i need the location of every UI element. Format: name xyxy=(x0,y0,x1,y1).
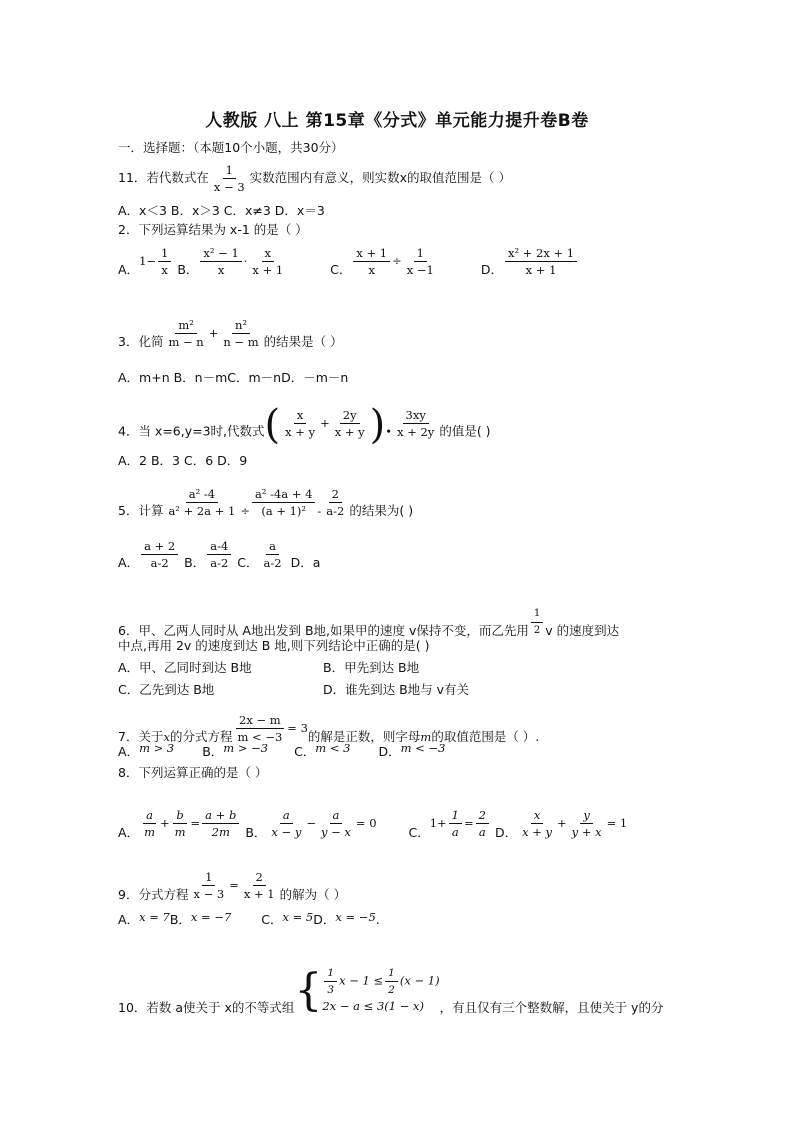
q6-option-d: D．谁先到达 B地与 v有关 xyxy=(323,682,470,697)
option-d-value: x = −5 xyxy=(335,910,376,924)
q10-text-pre: 10．若数 a使关于 x的不等式组 xyxy=(118,1000,295,1015)
denominator: x + 2y xyxy=(397,424,435,439)
left-brace: { xyxy=(294,964,323,1016)
denominator: a-2 xyxy=(326,504,345,518)
option-b-label: B． xyxy=(245,825,267,840)
q9-fraction-2 xyxy=(241,870,278,901)
numerator: x xyxy=(262,246,275,262)
denominator: x −1 xyxy=(406,263,434,277)
option-c-label: C． xyxy=(237,555,259,570)
q2-options xyxy=(118,246,579,286)
right-paren: ) xyxy=(369,402,386,448)
inequality-row-2: 2x − a ≤ 3(1 − x) xyxy=(322,999,425,1013)
denominator: x + y xyxy=(285,424,316,439)
q8-options xyxy=(118,808,628,849)
q3-fraction-2 xyxy=(220,318,261,349)
denominator: y − x xyxy=(320,825,351,839)
q9-text-post: 的解为（ ） xyxy=(279,887,347,902)
denominator: x xyxy=(161,263,168,277)
q7-text-post-2: 的取值范围是（ ）. xyxy=(431,729,540,744)
option-d-label: D． xyxy=(378,744,401,759)
option-c-fraction-2 xyxy=(404,246,437,277)
option-b-fraction-2 xyxy=(318,808,354,839)
denominator: 2 xyxy=(388,984,395,996)
variable-x: x xyxy=(163,730,170,744)
q3-text-pre: 3．化简 xyxy=(118,334,164,349)
q7-options xyxy=(118,741,446,760)
denominator: x − 3 xyxy=(213,180,245,194)
numerator: 1 xyxy=(449,808,462,824)
operator: + xyxy=(557,816,567,830)
q6-option-b: B．甲先到达 B地 xyxy=(323,660,420,675)
numerator: 2 xyxy=(329,487,342,503)
q6-text-post: v 的速度到达 xyxy=(545,623,620,638)
denominator: a xyxy=(478,825,486,839)
numerator: a + 2 xyxy=(141,539,178,555)
option-d-label: D． xyxy=(313,912,336,927)
denominator: x − y xyxy=(271,825,302,839)
q6-text-pre: 6．甲、乙两人同时从 A地出发到 B地,如果甲的速度 v保持不变，而乙先用 xyxy=(118,623,529,638)
option-c-label: C． xyxy=(408,825,430,840)
q4-options: A．2 B．3 C．6 D．9 xyxy=(118,453,248,468)
denominator: a² + 2a + 1 xyxy=(168,504,236,518)
option-b-fraction-1 xyxy=(268,808,304,839)
operator: + xyxy=(208,326,219,340)
denominator: m xyxy=(174,825,186,839)
numerator: a xyxy=(280,808,293,824)
option-b-fraction xyxy=(207,539,231,570)
option-c-label: C． xyxy=(330,262,352,277)
q7-text-pre: 7．关于 xyxy=(118,729,164,744)
question-1 xyxy=(118,163,511,194)
option-d-label: D． xyxy=(494,825,518,840)
option-a-fraction xyxy=(141,539,178,570)
q4-text-pre: 4．当 x=6,y=3时,代数式 xyxy=(118,423,265,439)
numerator: 1 xyxy=(158,246,171,262)
numerator: a-4 xyxy=(207,539,231,555)
numerator: 1 xyxy=(324,966,337,982)
numerator: x xyxy=(531,808,544,824)
operator: • xyxy=(385,424,393,439)
option-a-fraction-2 xyxy=(172,808,189,839)
denominator: y + x xyxy=(571,825,602,839)
equals: = 1 xyxy=(606,816,628,830)
question-9 xyxy=(118,870,347,911)
q1-options: A．x＜3 B．x＞3 C．x≠3 D．x＝3 xyxy=(118,203,325,218)
operator: ÷ xyxy=(392,254,402,268)
option-a-value: x = 7 xyxy=(139,910,170,924)
q6-option-a: A．甲、乙同时到达 B地 xyxy=(118,660,252,675)
option-b-label: B． xyxy=(202,744,224,759)
numerator: b xyxy=(173,808,186,824)
q7-fraction xyxy=(234,713,285,744)
q4-fraction-3 xyxy=(394,408,437,439)
denominator: x + 1 xyxy=(243,887,275,901)
numerator: x² + 2x + 1 xyxy=(505,246,577,262)
denominator: 2m xyxy=(211,825,230,839)
numerator: 3xy xyxy=(403,408,429,424)
denominator: 3 xyxy=(327,984,335,996)
period: . xyxy=(375,912,380,927)
numerator: 2y xyxy=(340,408,360,424)
numerator: a xyxy=(143,808,156,824)
denominator: x xyxy=(217,263,225,277)
q6-fraction xyxy=(531,607,543,638)
q9-text-pre: 9．分式方程 xyxy=(118,887,189,902)
numerator: x xyxy=(294,408,307,424)
q4-fraction-2 xyxy=(332,408,368,439)
q3-text-post: 的结果是（ ） xyxy=(263,334,343,349)
option-b-label: B． xyxy=(177,262,199,277)
equals: = xyxy=(190,816,201,830)
numerator: a² -4 xyxy=(186,487,218,503)
q4-text-post: 的值是( ) xyxy=(439,423,491,439)
question-4 xyxy=(118,402,491,452)
numerator: y xyxy=(580,808,593,824)
numerator: 1 xyxy=(202,870,215,886)
numerator: 2x − m xyxy=(236,713,284,729)
question-5 xyxy=(118,487,414,527)
equals: = xyxy=(464,816,474,830)
option-b-value: x = −7 xyxy=(190,910,232,924)
q5-fraction-1 xyxy=(165,487,238,518)
equals: = 3 xyxy=(287,721,308,735)
option-a-label: A． xyxy=(118,825,140,840)
left-paren: ( xyxy=(264,402,281,448)
denominator: x + 1 xyxy=(525,263,557,277)
denominator: a xyxy=(451,825,459,839)
numerator: 1 xyxy=(385,966,398,982)
denominator: m xyxy=(144,825,155,839)
denominator: n − m xyxy=(223,335,259,349)
denominator: x − 3 xyxy=(193,887,225,901)
q6-option-c: C．乙先到达 B地 xyxy=(118,682,215,697)
q5-fraction-3 xyxy=(323,487,347,518)
option-b-label: B． xyxy=(184,555,206,570)
operator: - xyxy=(317,504,322,518)
q9-fraction-1 xyxy=(190,870,227,901)
inequality-mid: x − 1 ≤ xyxy=(339,973,384,988)
option-d-label: D． xyxy=(480,262,503,277)
option-d-fraction-2 xyxy=(569,808,605,839)
question-8-stem: 8．下列运算正确的是（ ） xyxy=(118,765,268,780)
numerator: 1 xyxy=(223,163,236,179)
inequality-end: (x − 1) xyxy=(399,973,440,988)
option-a-label: A． xyxy=(118,744,140,759)
equals: = xyxy=(229,878,239,892)
q7-text-post-1: 的解是正数，则字母 xyxy=(307,729,421,744)
denominator: m − n xyxy=(168,335,204,349)
numerator: a + b xyxy=(202,808,239,824)
denominator: a-2 xyxy=(263,556,282,570)
denominator: x + 1 xyxy=(252,263,284,277)
numerator: 1 xyxy=(531,607,543,623)
equals: = 0 xyxy=(355,816,377,830)
option-c-label: C． xyxy=(261,912,283,927)
operator: + xyxy=(159,816,170,830)
numerator: a xyxy=(330,808,343,824)
option-b-value: m > −3 xyxy=(223,741,269,755)
q5-fraction-2 xyxy=(252,487,315,518)
denominator: x + y xyxy=(334,424,365,439)
option-b-label: B． xyxy=(169,912,191,927)
option-c-fraction-2 xyxy=(476,808,489,839)
numerator: a xyxy=(266,539,279,555)
option-a-fraction-1 xyxy=(141,808,158,839)
option-c-fraction-1 xyxy=(353,246,390,277)
operator: + xyxy=(320,415,330,430)
denominator: a-2 xyxy=(150,556,169,570)
option-a-label: A． xyxy=(118,555,140,570)
option-d-fraction-1 xyxy=(519,808,555,839)
q1-text-post: 实数范围内有意义，则实数x的取值范围是（ ） xyxy=(249,170,512,185)
numerator: a² -4a + 4 xyxy=(252,487,315,503)
q1-text-pre: 11．若代数式在 xyxy=(118,170,209,185)
question-3 xyxy=(118,318,343,358)
option-a-value: m > 3 xyxy=(139,741,175,755)
fraction xyxy=(324,966,337,997)
fraction xyxy=(385,966,398,997)
operator: − xyxy=(306,816,316,830)
question-2-stem: 2．下列运算结果为 x-1 的是（ ） xyxy=(118,222,308,237)
option-a-fraction xyxy=(158,246,171,277)
option-c-label: C． xyxy=(294,744,316,759)
option-b-fraction-1 xyxy=(200,246,241,277)
option-c-fraction xyxy=(261,539,285,570)
option-a-label: A． xyxy=(118,912,140,927)
numerator: 2 xyxy=(253,870,266,886)
numerator: 2 xyxy=(476,808,489,824)
denominator: a-2 xyxy=(210,556,229,570)
q5-options xyxy=(118,539,321,579)
q5-text-post: 的结果为( ) xyxy=(349,503,414,518)
option-d-value: m < −3 xyxy=(400,741,446,755)
question-6-line-2: 中点,再用 2v 的速度到达 B 地,则下列结论中正确的是( ) xyxy=(118,638,430,653)
option-c-fraction-1 xyxy=(449,808,462,839)
denominator: x xyxy=(368,263,375,277)
page-title: 人教版 八上 第15章《分式》单元能力提升卷B卷 xyxy=(205,111,589,131)
numerator: 1 xyxy=(414,246,427,262)
option-c-value: x = 5 xyxy=(282,910,314,924)
denominator: (a + 1)² xyxy=(261,504,307,518)
inequality-row-1 xyxy=(322,966,439,997)
section-heading: 一．选择题：（本题10个小题，共30分） xyxy=(118,140,344,155)
q10-text-post: ，有且仅有三个整数解，且使关于 y的分 xyxy=(439,1000,664,1015)
q7-text-mid: 的分式方程 xyxy=(169,729,233,744)
option-c-whole: 1+ xyxy=(429,816,447,830)
option-a-whole: 1− xyxy=(139,254,157,268)
denominator: x + y xyxy=(522,825,553,839)
q1-fraction xyxy=(211,163,248,194)
numerator: m² xyxy=(175,318,197,334)
denominator: m < −3 xyxy=(237,730,283,744)
q4-fraction-1 xyxy=(282,408,318,439)
option-d-fraction xyxy=(505,246,577,277)
q5-text-pre: 5．计算 xyxy=(118,503,164,518)
denominator: 2 xyxy=(533,625,541,636)
operator: · xyxy=(243,254,248,268)
numerator: x + 1 xyxy=(353,246,390,262)
option-c-value: m < 3 xyxy=(315,741,351,755)
option-a-fraction-3 xyxy=(202,808,239,839)
question-10 xyxy=(118,964,664,1033)
option-a-label: A． xyxy=(118,262,140,277)
variable-m: m xyxy=(420,730,432,744)
inequality-system xyxy=(322,966,439,1015)
option-d: D．a xyxy=(290,555,321,570)
operator: ÷ xyxy=(240,504,250,518)
numerator: x² − 1 xyxy=(200,246,241,262)
numerator: n² xyxy=(232,318,250,334)
q3-options: A．m+n B．n－mC．m－nD．－m－n xyxy=(118,370,349,385)
q9-options xyxy=(118,912,380,928)
option-b-fraction-2 xyxy=(249,246,286,277)
q3-fraction-1 xyxy=(165,318,206,349)
